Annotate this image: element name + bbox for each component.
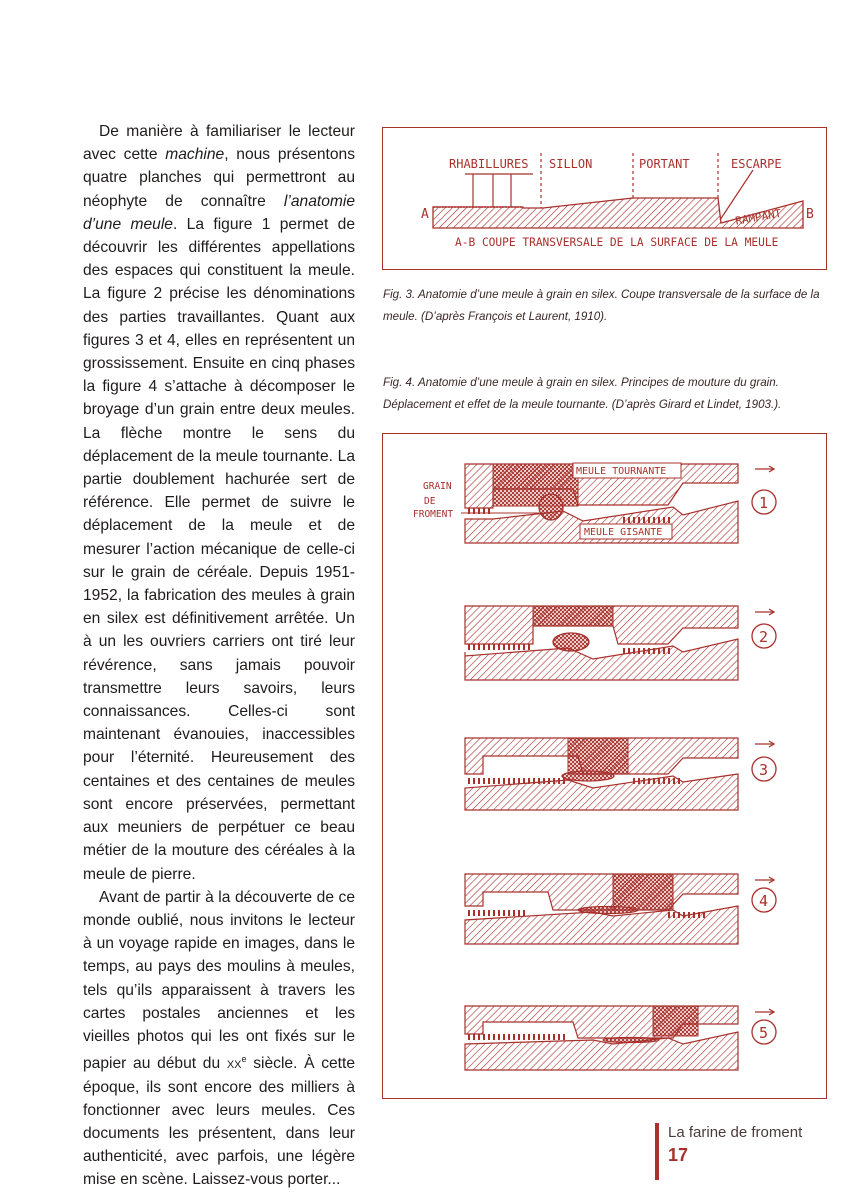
fig3-label-portant: PORTANT — [639, 157, 690, 171]
fig4-label-froment: FROMENT — [413, 509, 454, 520]
figure-3-drawing — [383, 128, 826, 269]
fig4-label-grain: GRAIN — [423, 481, 452, 492]
body-paragraph-1 — [83, 120, 355, 886]
fig4-label-tournante: MEULE TOURNANTE — [576, 466, 667, 477]
fig4-step-number-3: 3 — [759, 761, 769, 779]
fig4-step-5 — [465, 1006, 776, 1070]
body-text-column — [83, 120, 355, 1192]
figure-4-caption: Fig. 4. Anatomie d’une meule à grain en silex. Principes de mouture du grain. Déplacement et effet de la meule tournante. (D’après Girard et Lindet, 1903.). — [383, 376, 782, 411]
fig4-label-gisante: MEULE GISANTE — [584, 527, 663, 538]
p1-text-b: , nous présentons quatre planches qui permettront au néophyte de connaître — [83, 146, 355, 210]
fig3-label-rampant: RAMPANT — [734, 206, 783, 228]
p1-text-a: De manière à familiariser le lecteur avec cette — [83, 123, 355, 164]
fig3-label-rhabillures: RHABILLURES — [449, 157, 529, 171]
fig3-label-sillon: SILLON — [549, 157, 593, 171]
p1-emphasis-machine: machine — [165, 146, 225, 164]
fig4-step-1 — [413, 463, 776, 543]
fig4-step-3 — [465, 738, 776, 810]
figure-3-caption: Fig. 3. Anatomie d’une meule à grain en silex. Coupe transversale de la surface de la meule. (D’après François et Laurent, 1910). — [383, 288, 820, 323]
p2-superscript: e — [241, 1054, 247, 1065]
fig3-label-coupe: A-B COUPE TRANSVERSALE DE LA SURFACE DE LA MEULE — [455, 236, 779, 249]
fig4-step-number-4: 4 — [759, 892, 769, 910]
fig4-step-4 — [465, 874, 776, 944]
p1-emphasis-anatomie: l’anatomie d’une meule — [83, 192, 355, 233]
page-number: 17 — [668, 1145, 689, 1165]
figure-4-drawing — [383, 434, 826, 1098]
fig4-step-2 — [465, 606, 776, 680]
fig4-step-number-2: 2 — [759, 628, 769, 646]
p2-text-a: Avant de partir à la découverte de ce monde oublié, nous invitons le lecteur à un voyage rapide en images, dans le temps, au pays des moulins à meules, tels qu’ils apparaissent à travers les cartes postales anciennes et les vieilles photos qui les ont fixés sur le papier au début du — [83, 888, 355, 1073]
figure-3-frame — [382, 127, 827, 270]
fig4-label-de: DE — [424, 496, 436, 507]
fig3-label-escarpe: ESCARPE — [731, 157, 782, 171]
figure-4-frame — [382, 433, 827, 1099]
p2-century: xx — [226, 1055, 242, 1073]
fig3-label-a: A — [421, 207, 429, 222]
fig4-step-number-1: 1 — [759, 494, 769, 512]
fig4-step-number-5: 5 — [759, 1024, 769, 1042]
body-paragraph-2 — [83, 886, 355, 1192]
running-footer-title: La farine de froment — [668, 1124, 803, 1141]
p2-text-b: siècle. À cette époque, ils sont encore des milliers à fonctionner avec leurs meules. Ces documents les présentent, dans leur authenticité, avec parfois, une légère mise en scène. Laissez-vous porter... — [83, 1055, 356, 1189]
fig3-label-b: B — [806, 207, 814, 222]
p1-text-c: . La figure 1 permet de découvrir les différentes appellations des espaces qui constituent la meule. La figure 2 précise les dénominations des parties travaillantes. Quant aux figures 3 et 4, elles en représentent un grossissement. Ensuite en cinq phases la figure 4 s’attache à décomposer le broyage d’un grain entre deux meules. La flèche montre le sens du déplacement de la meule tournante. La partie doublement hachurée sert de référence. Elle permet de suivre le déplacement de la meule et de mesurer l’action mécanique de celle-ci sur le grain de céréale. Depuis 1951-1952, la fabrication des meules à grain en silex est définitivement arrêtée. Un à un les ouvriers carriers ont tiré leur révérence, sans jamais pouvoir transmettre leurs savoirs, leurs connaissances. Celles-ci sont maintenant évanouies, inaccessibles pour l’éternité. Heureusement des centaines et des centaines de meules sont encore préservées, permettant aux meuniers de perpétuer ce beau métier de la mouture des céréales à la meule de pierre. — [83, 215, 355, 883]
footer-rule — [655, 1123, 659, 1180]
